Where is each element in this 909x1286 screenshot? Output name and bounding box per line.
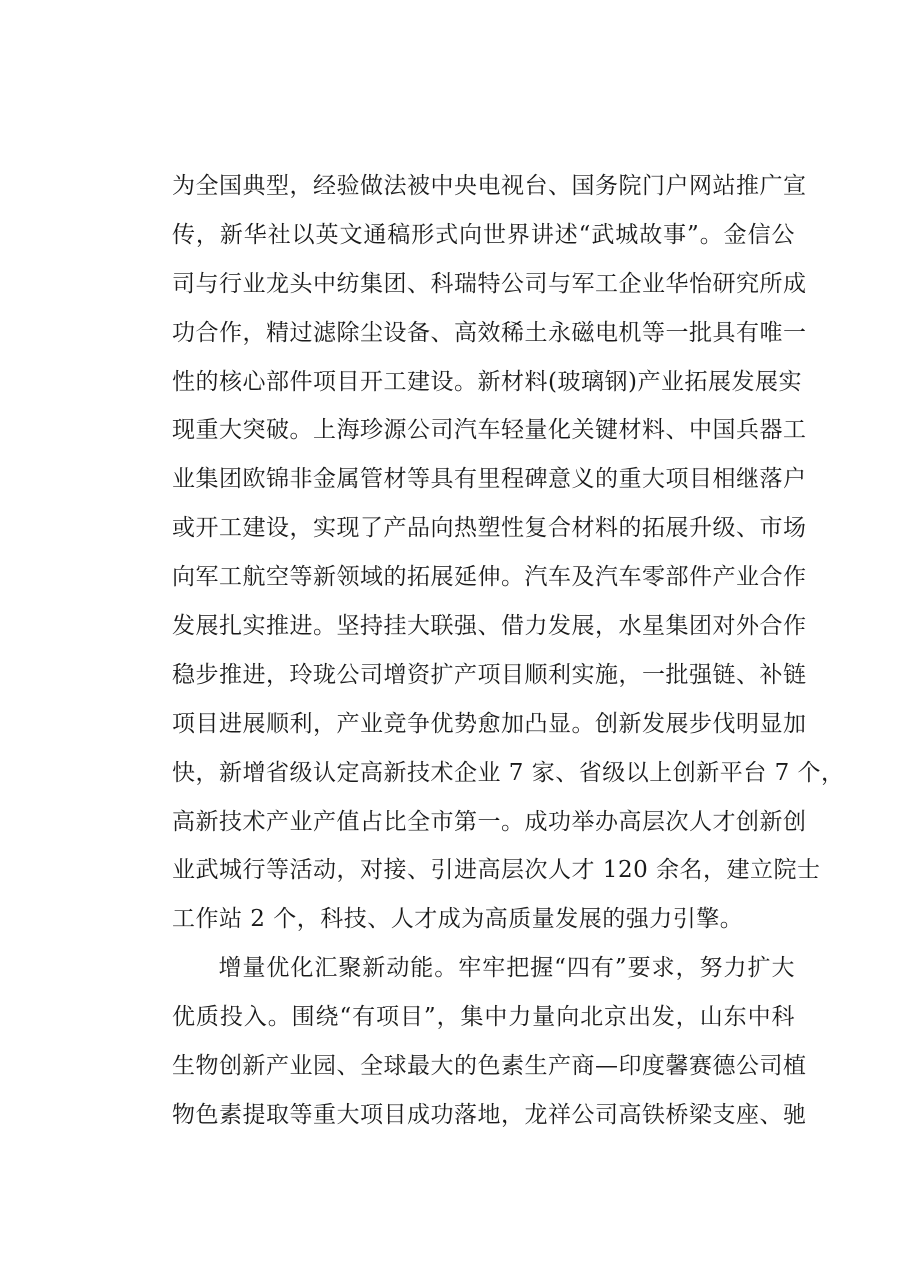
body-text [172, 162, 845, 1140]
text-line: 优质投入。围绕“有项目”，集中力量向北京出发，山东中科 [172, 1004, 795, 1031]
text-line: 为全国典型，经验做法被中央电视台、国务院门户网站推广宣 [172, 173, 807, 199]
text-span: 增量优化汇聚新动能。牢牢把握“四有”要求，努力扩大 [218, 955, 795, 982]
text-line: 项目进展顺利，产业竞争优势愈加凸显。创新发展步伐明显加 [172, 710, 807, 737]
text-line: 司与行业龙头中纺集团、科瑞特公司与军工企业华怡研究所成 [172, 270, 807, 297]
text-line: 业武城行等活动，对接、引进高层次人才 120 余名，建立院士 [172, 857, 821, 884]
text-line: 快，新增省级认定高新技术企业 7 家、省级以上创新平台 7 个， [172, 759, 845, 786]
text-line: 发展扎实推进。坚持挂大联强、借力发展，水星集团对外合作 [172, 613, 807, 640]
text-line: 或开工建设，实现了产品向热塑性复合材料的拓展升级、市场 [172, 515, 807, 542]
text-line: 性的核心部件项目开工建设。新材料(玻璃钢)产业拓展发展实 [172, 368, 802, 395]
text-line: 生物创新产业园、全球最大的色素生产商—印度馨赛德公司植 [172, 1053, 807, 1080]
text-line: 工作站 2 个，科技、人才成为高质量发展的强力引擎。 [172, 906, 744, 933]
text-line: 传，新华社以英文通稿形式向世界讲述“武城故事”。金信公 [172, 221, 795, 248]
text-line: 物色素提取等重大项目成功落地，龙祥公司高铁桥梁支座、驰 [172, 1101, 807, 1128]
paragraph-first-line [172, 944, 795, 993]
text-line: 向军工航空等新领域的拓展延伸。汽车及汽车零部件产业合作 [172, 564, 807, 591]
text-line: 高新技术产业产值占比全市第一。成功举办高层次人才创新创 [172, 808, 807, 835]
text-line: 稳步推进，玲珑公司增资扩产项目顺利实施，一批强链、补链 [172, 661, 807, 688]
text-line: 功合作，精过滤除尘设备、高效稀土永磁电机等一批具有唯一 [172, 319, 807, 346]
text-line: 业集团欧锦非金属管材等具有里程碑意义的重大项目相继落户 [172, 466, 807, 493]
text-line: 现重大突破。上海珍源公司汽车轻量化关键材料、中国兵器工 [172, 417, 807, 444]
